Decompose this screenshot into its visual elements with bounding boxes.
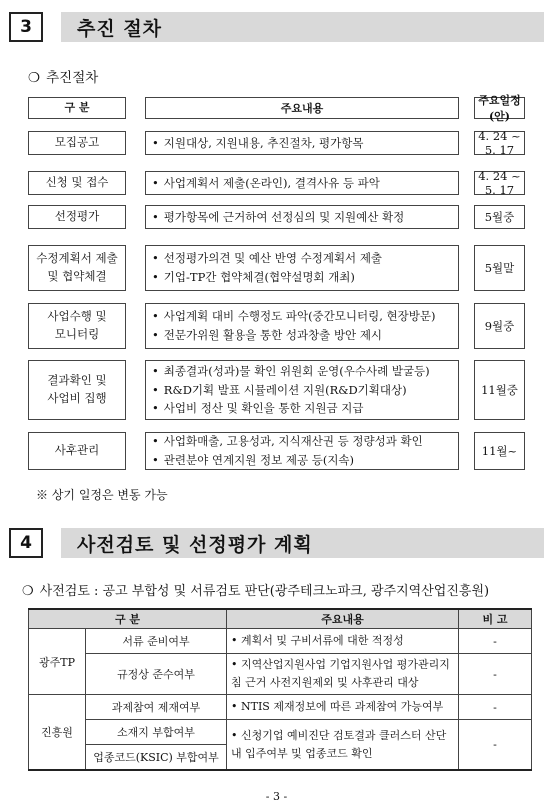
row-content — [145, 432, 459, 470]
review-content: • 신청기업 예비진단 검토결과 클러스터 산단 내 입주여부 및 업종코드 확인 — [227, 720, 459, 771]
review-item: 서류 준비여부 — [86, 629, 227, 654]
content-item: • 사업계획 대비 수행정도 파악(중간모니터링, 현장방문) — [152, 307, 435, 326]
table-row — [29, 629, 532, 654]
section-number: 4 — [9, 528, 43, 558]
row-category: 모집공고 — [28, 131, 126, 155]
section-3-subheading: ❍ 추진절차 — [28, 70, 99, 86]
content-item: • 사업비 정산 및 확인을 통한 지원금 지급 — [152, 399, 430, 418]
row-category: 신청 및 접수 — [28, 171, 126, 195]
header-schedule: 주요일정(안) — [474, 97, 525, 119]
section-title: 사전검토 및 선정평가 계획 — [61, 528, 544, 558]
review-item: 소재지 부합여부 — [86, 720, 227, 745]
row-schedule: 9월중 — [474, 303, 525, 349]
section-title: 추진 절차 — [61, 12, 544, 42]
review-remark: - — [459, 720, 532, 771]
table-row — [29, 695, 532, 720]
row-schedule: 11월중 — [474, 360, 525, 420]
row-schedule: 11월~ — [474, 432, 525, 470]
content-item: • 지원대상, 지원내용, 추진절차, 평가항목 — [152, 134, 363, 153]
content-item: • 선정평가의견 및 예산 반영 수정계획서 제출 — [152, 249, 382, 268]
row-category: 사후관리 — [28, 432, 126, 470]
row-category: 선정평가 — [28, 205, 126, 229]
content-item: • 기업-TP간 협약체결(협약설명회 개최) — [152, 268, 382, 287]
table-row — [28, 131, 525, 155]
row-schedule: 4. 24 ~ 5. 17 — [474, 131, 525, 155]
table-row — [28, 245, 525, 291]
section-4-header — [9, 528, 544, 560]
header-category: 구 분 — [28, 97, 126, 119]
header-category: 구 분 — [29, 609, 227, 629]
row-content — [145, 171, 459, 195]
review-item: 업종코드(KSIC) 부합여부 — [86, 745, 227, 771]
procedure-table-header — [28, 94, 525, 123]
review-remark: - — [459, 695, 532, 720]
review-content: • 지역산업지원사업 기업지원사업 평가관리지침 근거 사전지원제외 및 사후관리 대상 — [227, 654, 459, 695]
content-item: • 최종결과(성과)물 확인 위원회 운영(우수사례 발굴등) — [152, 362, 430, 381]
row-content — [145, 360, 459, 420]
review-remark: - — [459, 654, 532, 695]
row-content — [145, 303, 459, 349]
section-number: 3 — [9, 12, 43, 42]
header-remark: 비 고 — [459, 609, 532, 629]
content-item: • 전문가위원 활용을 통한 성과창출 방안 제시 — [152, 326, 435, 345]
row-schedule: 4. 24 ~ 5. 17 — [474, 171, 525, 195]
content-item: • 평가항목에 근거하여 선정심의 및 지원예산 확정 — [152, 208, 404, 227]
header-content: 주요내용 — [145, 97, 459, 119]
row-schedule: 5월중 — [474, 205, 525, 229]
page-number: - 3 - — [265, 790, 288, 803]
circle-bullet-icon: ❍ — [22, 584, 34, 599]
review-content: • NTIS 제재정보에 따른 과제참여 가능여부 — [227, 695, 459, 720]
table-row — [29, 720, 532, 745]
review-content: • 계획서 및 구비서류에 대한 적정성 — [227, 629, 459, 654]
row-schedule: 5월말 — [474, 245, 525, 291]
content-item: • 관련분야 연계지원 정보 제공 등(지속) — [152, 451, 423, 470]
table-row — [28, 303, 525, 349]
row-category: 결과확인 및 사업비 집행 — [28, 360, 126, 420]
content-item: • 사업계획서 제출(온라인), 결격사유 등 파악 — [152, 174, 380, 193]
row-category: 수정계획서 제출 및 협약체결 — [28, 245, 126, 291]
row-content — [145, 131, 459, 155]
content-item: • R&D기획 발표 시뮬레이션 지원(R&D기획대상) — [152, 381, 430, 400]
group-name: 진흥원 — [29, 695, 86, 771]
table-row — [29, 654, 532, 695]
content-item: • 사업화매출, 고용성과, 지식재산권 등 정량성과 확인 — [152, 432, 423, 451]
row-content — [145, 205, 459, 229]
review-item: 규정상 준수여부 — [86, 654, 227, 695]
review-table — [28, 608, 532, 771]
section-3-header — [9, 12, 544, 44]
header-content: 주요내용 — [227, 609, 459, 629]
row-content — [145, 245, 459, 291]
table-row — [28, 171, 525, 195]
section-4-subheading: ❍ 사전검토 : 공고 부합성 및 서류검토 판단(광주테크노파크, 광주지역산업진흥원) — [22, 584, 490, 599]
table-row — [28, 432, 525, 470]
group-name: 광주TP — [29, 629, 86, 695]
table-row — [28, 360, 525, 420]
review-item: 과제참여 제재여부 — [86, 695, 227, 720]
schedule-note: ※ 상기 일정은 변동 가능 — [36, 488, 168, 502]
review-remark: - — [459, 629, 532, 654]
circle-bullet-icon: ❍ — [28, 70, 41, 86]
table-row — [28, 205, 525, 229]
review-table-header — [29, 609, 532, 629]
row-category: 사업수행 및 모니터링 — [28, 303, 126, 349]
